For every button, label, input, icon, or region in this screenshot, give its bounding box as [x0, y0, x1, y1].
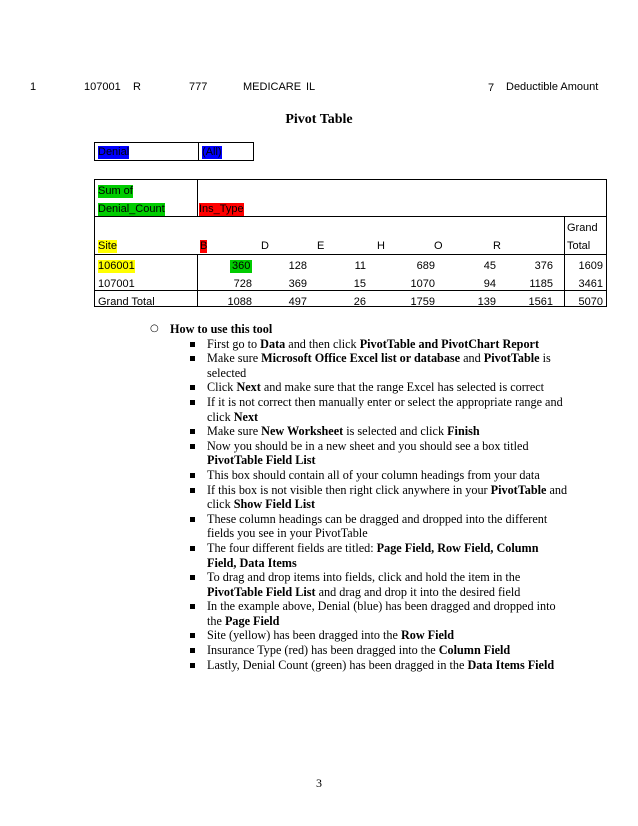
page-field-box — [94, 142, 254, 161]
grand-total-header: Total — [567, 240, 591, 252]
instruction-step — [170, 658, 568, 673]
table-cell: 15 — [353, 278, 366, 290]
instruction-step — [170, 439, 568, 468]
header-cell: 777 — [189, 81, 208, 93]
circle-bullet-icon: ○ — [150, 323, 159, 334]
step-text: and — [460, 351, 484, 366]
step-text: Insurance Type (red) has been dragged into the — [207, 643, 439, 658]
instruction-step — [170, 628, 568, 643]
step-text: New Worksheet — [261, 424, 344, 439]
instruction-step — [170, 424, 568, 439]
row-total: 3461 — [578, 278, 603, 290]
step-text: Row Field — [400, 628, 455, 643]
instruction-step — [170, 337, 568, 352]
instruction-step — [170, 599, 568, 628]
column-header: H — [377, 240, 385, 252]
column-header: D — [261, 240, 269, 252]
table-cell: 45 — [483, 260, 496, 272]
step-text: These column headings can be dragged and dropped into the different fields you see in your PivotTable — [207, 511, 548, 541]
step-text: Next — [236, 380, 261, 395]
step-text: Microsoft Office Excel list or database — [261, 351, 461, 366]
instructions-heading: How to use this tool — [170, 322, 273, 336]
step-text: Page Field, Row Field, Column Field, Data Items — [207, 540, 539, 570]
step-text: PivotTable Field List — [207, 453, 316, 468]
instruction-step — [170, 395, 568, 424]
square-bullet-icon — [190, 546, 195, 551]
data-field-label: Sum of — [98, 185, 133, 197]
page-title: Pivot Table — [285, 112, 353, 127]
header-cell: MEDICARE — [243, 81, 302, 93]
column-header: E — [317, 240, 325, 252]
table-cell: 689 — [416, 260, 435, 272]
square-bullet-icon — [190, 663, 195, 668]
row-label: Grand Total — [98, 296, 155, 308]
instruction-step — [170, 643, 568, 658]
step-text: Finish — [447, 424, 480, 439]
step-text: To drag and drop items into fields, click and hold the item in the — [207, 570, 521, 585]
table-cell: 728 — [233, 278, 252, 290]
row-total: 5070 — [578, 296, 603, 308]
instructions — [148, 322, 568, 672]
table-cell: 360 — [232, 260, 251, 272]
page-field-value: (All) — [202, 146, 222, 158]
header-cell: 107001 — [84, 81, 121, 93]
square-bullet-icon — [190, 517, 195, 522]
step-text: If this box is not visible then right click anywhere in your — [207, 482, 491, 497]
table-cell: 497 — [288, 296, 307, 308]
square-bullet-icon — [190, 400, 195, 405]
step-text: and drag and drop it into the desired field — [315, 584, 521, 599]
row-field-label: Site — [98, 240, 117, 252]
step-text: is selected and click — [343, 424, 448, 439]
data-field-label: Denial_Count — [98, 203, 165, 215]
square-bullet-icon — [190, 385, 195, 390]
header-cell: Deductible Amount — [506, 81, 599, 93]
row-label: 106001 — [98, 260, 135, 272]
page-number: 3 — [316, 776, 322, 790]
step-text: Site (yellow) has been dragged into the — [207, 628, 401, 643]
step-text: First go to — [207, 336, 261, 351]
table-cell: 94 — [483, 278, 496, 290]
table-cell: 1561 — [528, 296, 553, 308]
step-text: PivotTable — [483, 351, 540, 366]
table-cell: 1088 — [227, 296, 252, 308]
square-bullet-icon — [190, 648, 195, 653]
instruction-steps — [170, 337, 568, 673]
step-text: Make sure — [207, 424, 262, 439]
page-field-name: Denial — [98, 146, 130, 158]
table-cell: 1185 — [529, 278, 553, 290]
instruction-step — [170, 468, 568, 483]
step-text: Data — [260, 336, 286, 351]
step-text: PivotTable and PivotChart Report — [359, 336, 539, 351]
column-header: R — [493, 240, 501, 252]
instruction-step — [170, 380, 568, 395]
instructions-heading-item — [148, 322, 568, 672]
column-header: B — [200, 240, 208, 252]
step-text: Show Field List — [233, 497, 316, 512]
step-text: Lastly, Denial Count (green) has been dragged in the — [207, 657, 468, 672]
instruction-step — [170, 483, 568, 512]
step-text: PivotTable Field List — [207, 584, 316, 599]
step-text: and make sure that the range Excel has selected is correct — [260, 380, 545, 395]
table-cell: 1759 — [410, 296, 435, 308]
step-text: Column Field — [438, 643, 511, 658]
row-total: 1609 — [578, 260, 603, 272]
table-cell: 139 — [477, 296, 496, 308]
table-cell: 369 — [288, 278, 307, 290]
square-bullet-icon — [190, 356, 195, 361]
column-header: O — [434, 240, 443, 252]
square-bullet-icon — [190, 444, 195, 449]
square-bullet-icon — [190, 575, 195, 580]
row-label: 107001 — [98, 278, 135, 290]
pivot-table — [94, 179, 607, 307]
header-cell: IL — [306, 81, 316, 93]
step-text: Data Items Field — [467, 657, 555, 672]
instruction-step — [170, 541, 568, 570]
table-cell: 26 — [353, 296, 366, 308]
square-bullet-icon — [190, 633, 195, 638]
column-field-label: Ins_Type — [199, 203, 244, 215]
step-text: Click — [207, 380, 237, 395]
step-text: If it is not correct then manually enter or select the appropriate range and click — [207, 394, 563, 424]
table-cell: 1070 — [410, 278, 435, 290]
step-text: and then click — [285, 336, 360, 351]
step-text: is selected — [207, 351, 551, 380]
step-text: The four different fields are titled: — [207, 540, 377, 555]
step-text: In the example above, Denial (blue) has been dragged and dropped into the — [207, 599, 556, 628]
instruction-step — [170, 512, 568, 541]
step-text: This box should contain all of your column headings from your data — [207, 467, 540, 482]
square-bullet-icon — [190, 429, 195, 434]
table-cell: 376 — [534, 260, 553, 272]
step-text: Page Field — [224, 613, 280, 628]
table-cell: 128 — [288, 260, 307, 272]
square-bullet-icon — [190, 473, 195, 478]
table-cell: 11 — [354, 260, 366, 272]
step-text: Make sure — [207, 351, 262, 366]
header-cell: 1 — [30, 81, 37, 93]
step-text: PivotTable — [490, 482, 547, 497]
square-bullet-icon — [190, 488, 195, 493]
square-bullet-icon — [190, 604, 195, 609]
header-cell: 7 — [488, 82, 495, 94]
step-text: and click — [207, 482, 568, 512]
square-bullet-icon — [190, 342, 195, 347]
header-cell: R — [133, 81, 141, 93]
grand-total-header: Grand — [567, 222, 598, 234]
step-text: Next — [233, 409, 259, 424]
step-text: Now you should be in a new sheet and you should see a box titled — [207, 438, 529, 453]
instruction-step — [170, 351, 568, 380]
instruction-step — [170, 570, 568, 599]
